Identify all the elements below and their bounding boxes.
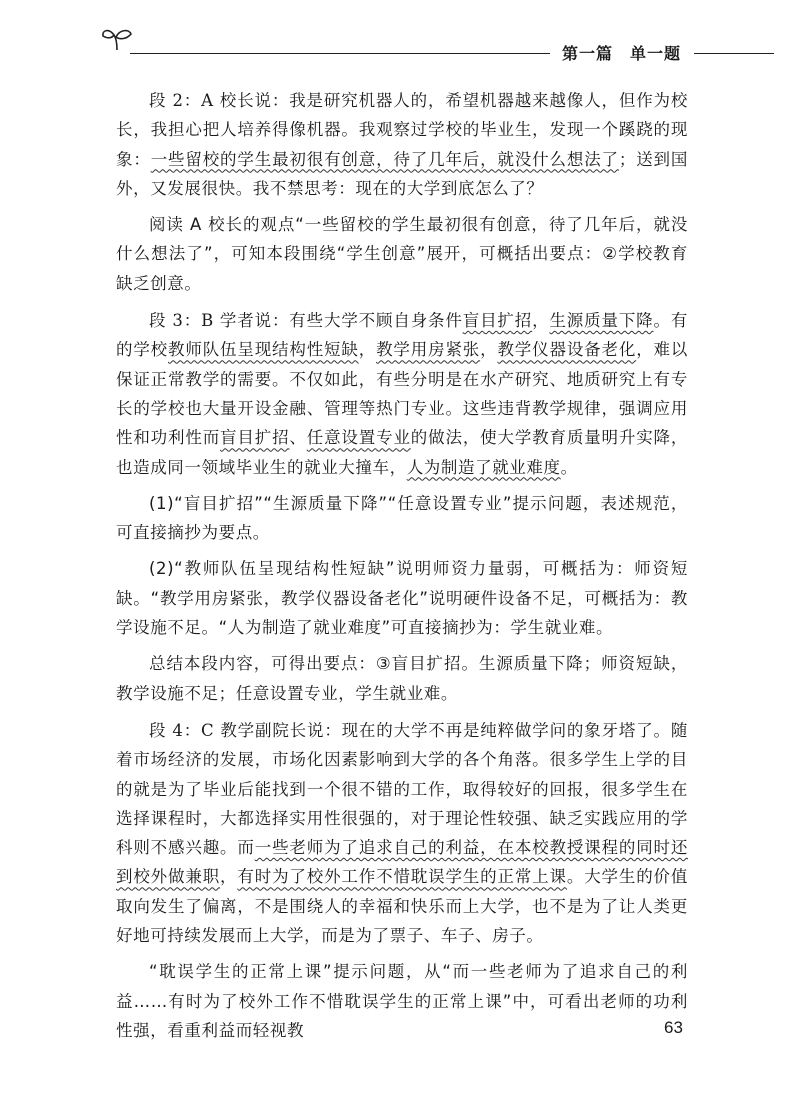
section-title: 第一篇 单一题 — [562, 44, 682, 63]
page-number: 63 — [664, 1018, 683, 1037]
text-run: 、 — [289, 428, 307, 448]
underlined-phrase: 生源质量下降 — [549, 311, 654, 331]
text-run: 。 — [560, 457, 578, 477]
underlined-phrase: 一些老师为了追求自己的利益，在本校教授课程的同时还到校外做兼职 — [116, 838, 688, 887]
underlined-phrase: 教师队伍呈现结构性短缺 — [168, 340, 359, 360]
underlined-phrase: 有时为了校外工作不惜耽误学生的正常上课 — [237, 867, 567, 887]
text-run: 段 2：A 校长说：我是研究机器人的，希望机器越来越像人，但作为校长，我担心把人培养得像机器。我观察过学校的毕业生，发现一个蹊跷的现象： — [116, 91, 688, 169]
analysis-paragraph-4: “耽误学生的正常上课”提示问题，从“而一些老师为了追求自己的利益……有时为了校外工作不惜耽误学生的正常上课”中，可看出老师的功利性强，看重利益而轻视教 — [116, 962, 688, 1040]
underlined-phrase: 教学仪器设备老化 — [497, 340, 637, 360]
text-run: ；送到国外，又发展很快。我不禁思考：现在的大学到底怎么了？ — [116, 149, 688, 198]
underlined-phrase: 人为制造了就业难度 — [406, 457, 561, 477]
underlined-phrase: 盲目扩招 — [462, 311, 533, 331]
text-run: 。大学生的价值取向发生了偏离，不是围绕人的幸福和快乐而上大学，也不是为了让人类更好地可持续发展而上大学，而是为了票子、车子、房子。 — [116, 867, 688, 946]
paragraph-4 — [116, 716, 688, 950]
text-run: 。有的学校 — [116, 311, 688, 360]
text-run: 的做法，使大学教育质量明升实降，也造成同一领域毕业生的就业大撞车， — [116, 428, 688, 477]
underlined-phrase: 一些留校的学生最初很有创意，待了几年后，就没什么想法了 — [150, 149, 619, 169]
analysis-paragraph-2: 阅读 A 校长的观点“一些留校的学生最初很有创意，待了几年后，就没什么想法了”，可知本段围绕“学生创意”展开，可概括出要点：②学校教育缺乏创意。 — [116, 215, 688, 293]
paragraph-2 — [116, 86, 688, 203]
page-body — [116, 86, 688, 1052]
text-run: ， — [358, 340, 377, 360]
summary-paragraph-3: 总结本段内容，可得出要点：③盲目扩招。生源质量下降；师资短缺，教学设施不足；任意设置专业，学生就业难。 — [116, 654, 688, 703]
underlined-phrase: 教学用房紧张 — [376, 340, 481, 360]
text-run: ， — [532, 311, 550, 331]
paragraph-3 — [116, 306, 688, 482]
page-header — [0, 0, 800, 80]
text-run: 段 3：B 学者说：有些大学不顾自身条件 — [149, 311, 463, 331]
sprout-icon — [100, 26, 134, 52]
underlined-phrase: 任意设置专业 — [306, 428, 411, 448]
text-run: 段 4：C 教学副院长说：现在的大学不再是纯粹做学问的象牙塔了。随着市场经济的发展，市场化因素影响到大学的各个角落。很多学生上学的目的就是为了毕业后能找到一个很不错的工作，取得较好的回报，很多学生在选择课程时，大都选择实用性很强的，对于理论性较强、缺乏实践应用的学科则不感兴趣。而 — [116, 720, 688, 858]
text-run: ， — [220, 867, 238, 887]
header-rule-left — [130, 53, 550, 54]
analysis-point-1: (1)“盲目扩招”“生源质量下降”“任意设置专业”提示问题，表述规范，可直接摘抄为要点。 — [116, 493, 688, 543]
text-run: ， — [480, 340, 498, 360]
underlined-phrase: 盲目扩招 — [220, 428, 290, 448]
text-run: ，难以保证正常教学的需要。不仅如此，有些分明是在水产研究、地质研究上有专长的学校也大量开设金融、管理等热门专业。这些违背教学规律，强调应用性和功利性而 — [116, 340, 688, 448]
analysis-point-2: (2)“教师队伍呈现结构性短缺”说明师资力量弱，可概括为：师资短缺。“教学用房紧张，教学仪器设备老化”说明硬件设备不足，可概括为：教学设施不足。“人为制造了就业难度”可直接摘抄为：学生就业难。 — [116, 559, 688, 638]
header-rule-right — [694, 53, 774, 54]
